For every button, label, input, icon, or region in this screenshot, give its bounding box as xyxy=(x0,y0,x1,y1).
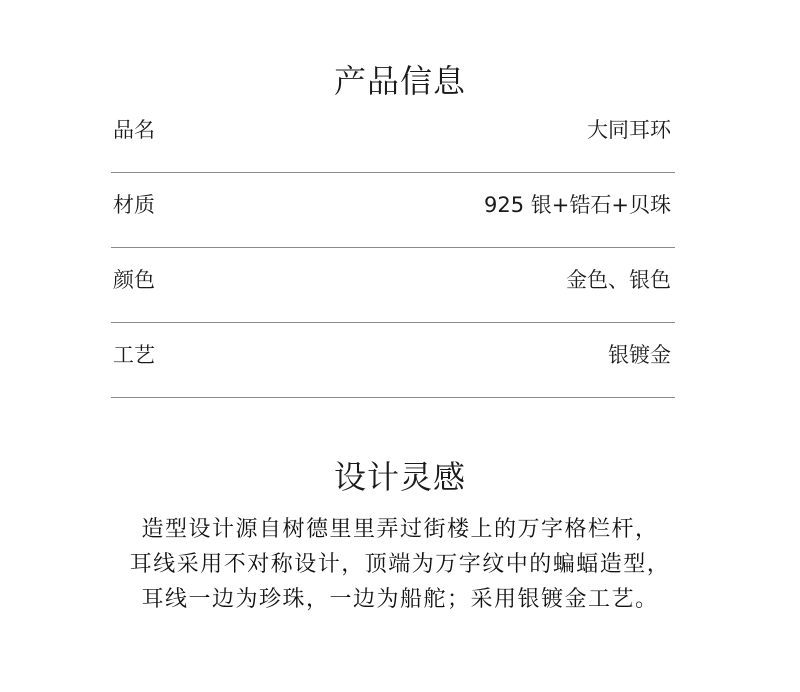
info-row-material xyxy=(111,173,675,248)
inspiration-line: 耳线一边为珍珠，一边为船舵；采用银镀金工艺。 xyxy=(141,587,659,612)
product-info-title: 产品信息 xyxy=(333,62,466,100)
info-value: 金色、银色 xyxy=(566,268,671,292)
info-row-color xyxy=(111,248,675,323)
info-value: 925 银+锆石+贝珠 xyxy=(484,193,671,217)
info-label: 工艺 xyxy=(113,343,155,367)
info-row-name xyxy=(111,98,675,173)
inspiration-line: 造型设计源自树德里里弄过街楼上的万字格栏杆， xyxy=(141,517,659,542)
info-label: 品名 xyxy=(113,118,155,142)
product-info-table xyxy=(111,98,675,398)
info-label: 颜色 xyxy=(113,268,155,292)
info-value: 银镀金 xyxy=(608,343,671,367)
design-inspiration-text xyxy=(0,512,800,617)
inspiration-line: 耳线采用不对称设计，顶端为万字纹中的蝙蝠造型， xyxy=(129,552,671,577)
info-value: 大同耳环 xyxy=(587,118,671,142)
info-row-craft xyxy=(111,323,675,398)
design-inspiration-title: 设计灵感 xyxy=(333,458,466,496)
info-label: 材质 xyxy=(113,193,155,217)
